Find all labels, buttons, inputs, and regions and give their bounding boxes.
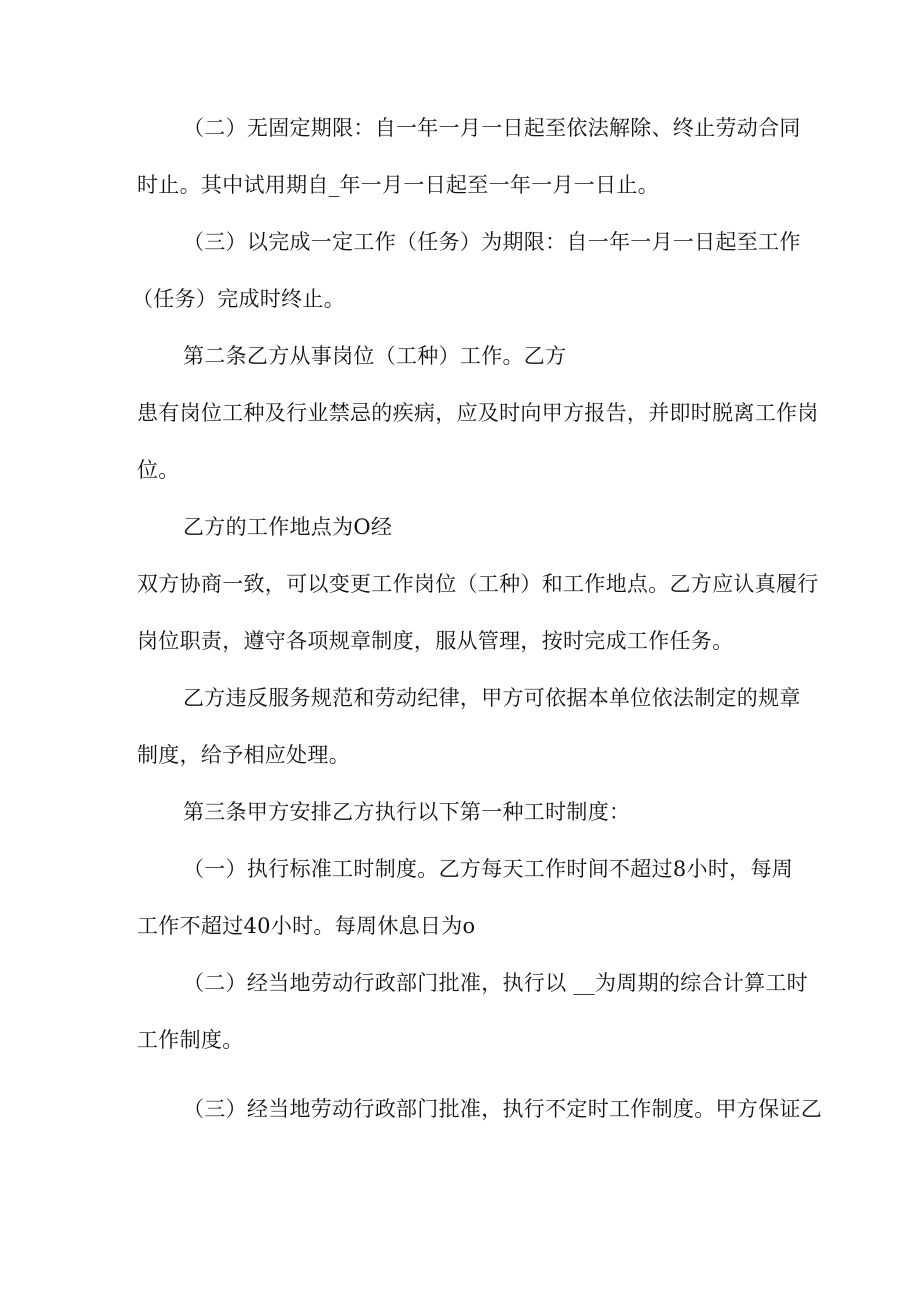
text-line-16: （二）经当地劳动行政部门批准，执行以 __为周期的综合计算工时	[183, 971, 808, 995]
text-line-14: （一）执行标准工时制度。乙方每天工作时间不超过8小时，每周	[183, 857, 794, 881]
text-line-8: 乙方的工作地点为O经	[183, 515, 393, 539]
text-line-17: 工作制度。	[137, 1028, 244, 1052]
text-line-10: 岗位职责，遵守各项规章制度，服从管理，按时完成工作任务。	[137, 629, 734, 653]
text-line-5: 第二条乙方从事岗位（工种）工作。乙方	[183, 344, 567, 368]
text-line-4: （任务）完成时终止。	[132, 287, 345, 311]
text-line-7: 位。	[137, 458, 180, 482]
text-line-1: （二）无固定期限：自一年一月一日起至依法解除、终止劳动合同	[183, 116, 801, 140]
text-line-9: 双方协商一致，可以变更工作岗位（工种）和工作地点。乙方应认真履行	[137, 572, 819, 596]
text-line-3: （三）以完成一定工作（任务）为期限：自一年一月一日起至工作	[183, 230, 801, 254]
text-line-13: 第三条甲方安排乙方执行以下第一种工时制度：	[183, 800, 631, 824]
text-line-15: 工作不超过40小时。每周休息日为o	[137, 914, 476, 938]
text-line-6: 患有岗位工种及行业禁忌的疾病，应及时向甲方报告，并即时脱离工作岗	[137, 401, 819, 425]
text-line-18: （三）经当地劳动行政部门批准，执行不定时工作制度。甲方保证乙	[183, 1097, 822, 1121]
text-line-2: 时止。其中试用期自_年一月一日起至一年一月一日止。	[137, 173, 659, 197]
text-line-11: 乙方违反服务规范和劳动纪律，甲方可依据本单位依法制定的规章	[183, 686, 801, 710]
text-line-12: 制度，给予相应处理。	[137, 743, 350, 767]
